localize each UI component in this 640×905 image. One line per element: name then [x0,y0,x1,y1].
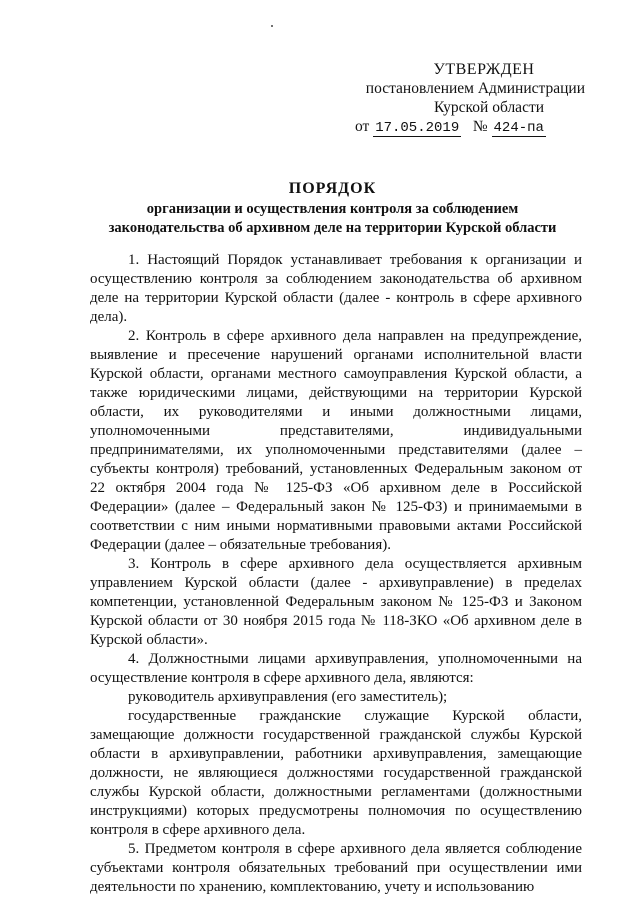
paragraph-3: 3. Контроль в сфере архивного дела осуществляется архивным управлением Курской области (далее - архивуправление) в пределах компетенции, установленной Федеральным законом № 125-ФЗ и Законом Курской области от 30 ноября 2015 года № 118-ЗКО «Об архивном деле в Курской области». [90,556,582,648]
paragraph-4: 4. Должностными лицами архивуправления, уполномоченными на осуществление контроля в сфере архивного дела, являются: [90,651,582,686]
paragraph-4-item-2: государственные гражданские служащие Курской области, замещающие должности государственной гражданской службы Курской области в архивуправлении, работники архивуправления, замещающие должности, не являющиеся должностями государственной гражданской службы Курской области, должностными регламентами (должностными инструкциями) которых предусмотрены полномочия по осуществлению контроля в сфере архивного дела. [90,708,582,838]
approval-date: 17.05.2019 [375,120,460,136]
title-heading: ПОРЯДОК [288,180,377,197]
title-line-3: законодательства об архивном деле на территории Курской области [108,220,557,236]
approval-issuer: постановлением Администрации [365,80,585,97]
scan-speck [271,25,273,27]
approval-number: 424-па [493,120,544,136]
paragraph-5: 5. Предметом контроля в сфере архивного дела является соблюдение субъектами контроля обязательных требований при осуществлении ими деятельности по хранению, комплектованию, учету и использованию [90,841,582,895]
approval-heading: УТВЕРЖДЕН [433,61,535,78]
number-prefix: № [472,118,488,135]
approval-date-line [355,117,585,138]
document-body [90,251,582,897]
paragraph-1: 1. Настоящий Порядок устанавливает требования к организации и осуществлению контроля за соблюдением законодательства об архивном деле на территории Курской области (далее - контроль в сфере архивного дела). [90,252,582,325]
title-line-2: организации и осуществления контроля за соблюдением [146,201,519,217]
approval-stamp [355,60,585,138]
document-title [80,178,585,238]
approval-region: Курской области [433,99,545,116]
paragraph-4-item-1: руководитель архивуправления (его заместитель); [128,689,448,705]
paragraph-2: 2. Контроль в сфере архивного дела направлен на предупреждение, выявление и пресечение нарушений органами исполнительной власти Курской области, органами местного самоуправления Курской области, а также юридическими лицами, действующими на территории Курской области, их руководителями и иными должностными лицами, уполномоченными представителями, индивидуальными предпринимателями, их уполномоченными представителями (далее – субъекты контроля) требований, установленных Федеральным законом от 22 октября 2004 года № 125-ФЗ «Об архивном деле в Российской Федерации» (далее – Федеральный закон № 125-ФЗ) и принимаемыми в соответствии с ним иными нормативными правовыми актами Российской Федерации (далее – обязательные требования). [90,328,582,553]
date-prefix: от [355,118,370,135]
